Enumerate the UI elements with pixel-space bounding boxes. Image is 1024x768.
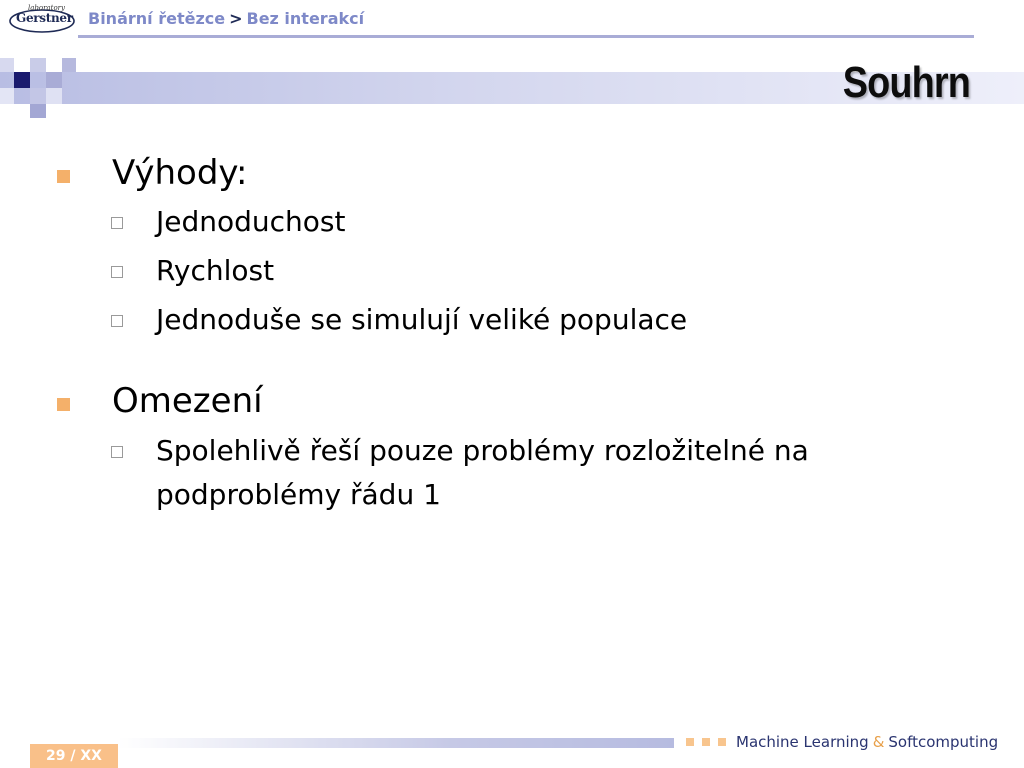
- hollow-square-bullet-icon: [111, 217, 123, 229]
- list-item-continuation: podproblémy řádu 1: [156, 478, 441, 511]
- logo-name: Gerstner: [16, 11, 73, 25]
- list-item: Jednoduchost: [156, 205, 346, 238]
- course-title-right: Softcomputing: [888, 733, 999, 751]
- breadcrumb-item-binary-strings[interactable]: Binární řetězce: [88, 9, 226, 28]
- list-item: Rychlost: [156, 254, 275, 287]
- page-number: 29 / XX: [30, 744, 118, 768]
- orange-square-bullet-icon: [57, 398, 70, 411]
- list-item: Spolehlivě řeší pouze problémy rozložitelné na: [156, 434, 809, 467]
- section-heading-limitations: Omezení: [112, 381, 263, 421]
- hollow-square-bullet-icon: [111, 446, 123, 458]
- breadcrumb-item-no-interaction[interactable]: Bez interakcí: [246, 9, 365, 28]
- orange-square-bullet-icon: [57, 170, 70, 183]
- logo-small-text: laboratory: [28, 4, 65, 12]
- footer-dot-icon: [718, 738, 726, 746]
- list-item: Jednoduše se simulují veliké populace: [156, 303, 688, 336]
- page-title: Souhrn: [842, 58, 970, 107]
- footer-dot-icon: [686, 738, 694, 746]
- section-heading-advantages: Výhody:: [112, 153, 248, 193]
- hollow-square-bullet-icon: [111, 315, 123, 327]
- breadcrumb-separator: >: [229, 9, 243, 28]
- course-title-ampersand: &: [872, 733, 885, 751]
- course-title-left: Machine Learning: [736, 733, 869, 751]
- footer-dot-icon: [702, 738, 710, 746]
- hollow-square-bullet-icon: [111, 266, 123, 278]
- course-title: [736, 733, 998, 751]
- footer-band: [118, 738, 674, 748]
